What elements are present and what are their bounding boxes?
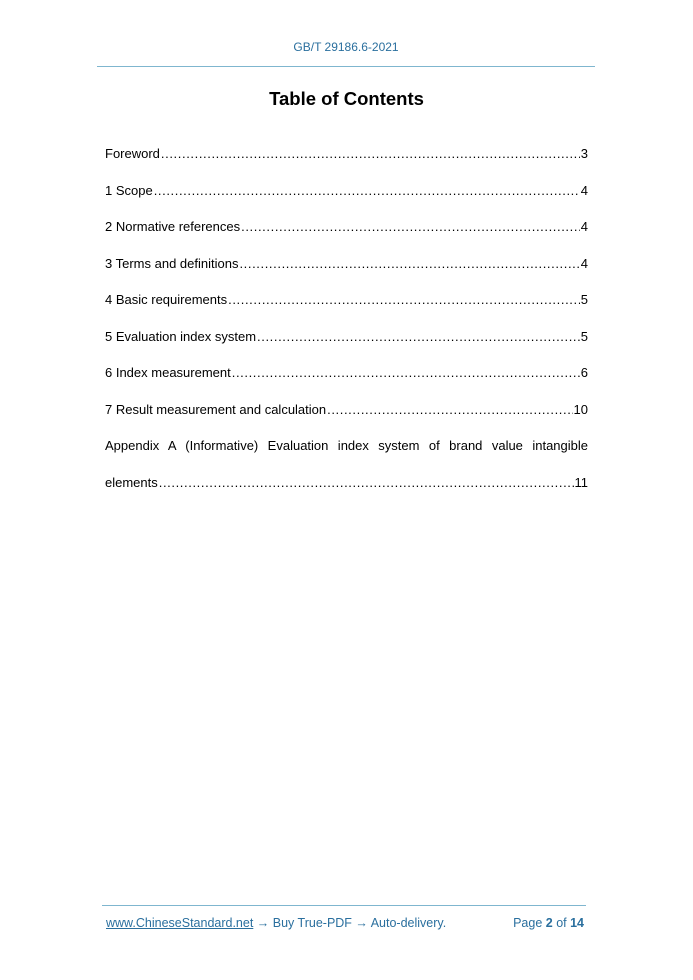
toc-entry-label: 2 Normative references <box>105 219 241 234</box>
toc-entry-page: 6 <box>580 365 588 380</box>
page-footer <box>106 916 584 930</box>
header-divider <box>97 66 595 67</box>
toc-entry-label: elements <box>105 474 158 490</box>
toc-entry-label: 1 Scope <box>105 182 153 198</box>
toc-entry-foreword[interactable] <box>105 146 588 183</box>
standard-code: GB/T 29186.6-2021 <box>293 40 399 54</box>
toc-dot-leader <box>257 329 580 344</box>
toc-entry-appendix-a-line1[interactable]: Appendix A (Informative) Evaluation index system of brand value intangible <box>105 438 588 453</box>
toc-entry-label: 4 Basic requirements <box>105 292 228 307</box>
toc-entry-page: 4 <box>580 219 588 234</box>
footer-promo <box>106 916 446 930</box>
toc-dot-leader <box>239 256 579 271</box>
toc-entry-result-measurement[interactable] <box>105 402 588 439</box>
toc-dot-leader <box>161 146 580 161</box>
website-link[interactable]: www.ChineseStandard.net <box>106 916 254 930</box>
toc-entry-page: 5 <box>580 328 588 344</box>
toc-entry-page: 11 <box>574 474 588 490</box>
toc-entry-index-measurement[interactable] <box>105 365 588 402</box>
toc-dot-leader <box>327 402 572 417</box>
toc-entry-label: 6 Index measurement <box>105 365 231 380</box>
toc-entry-page: 10 <box>573 401 588 417</box>
toc-entry-normative-references[interactable] <box>105 219 588 256</box>
toc-dot-leader <box>228 292 580 307</box>
toc-dot-leader <box>241 219 580 234</box>
toc-entry-basic-requirements[interactable] <box>105 292 588 329</box>
toc-entry-page: 4 <box>580 255 588 271</box>
running-header <box>97 40 595 54</box>
toc-entry-page: 4 <box>580 182 588 198</box>
current-page: 2 <box>545 916 553 930</box>
page-number: Page 2 of 14 <box>513 916 584 930</box>
toc-entry-evaluation-index-system[interactable] <box>105 329 588 366</box>
toc-entry-scope[interactable] <box>105 183 588 220</box>
toc-entry-label: Foreword <box>105 146 160 161</box>
toc-entry-appendix-a-line2[interactable] <box>105 475 588 512</box>
toc-entry-label: 5 Evaluation index system <box>105 328 257 344</box>
toc-dot-leader <box>159 475 574 490</box>
toc-entry-page: 3 <box>580 146 588 161</box>
toc-dot-leader <box>232 365 580 380</box>
footer-divider <box>102 905 586 906</box>
toc-entry-label: 3 Terms and definitions <box>105 255 239 271</box>
footer-promo-text: → Buy True-PDF → Auto-delivery. <box>253 916 447 930</box>
toc-dot-leader <box>154 183 580 198</box>
toc-entry-page: 5 <box>580 292 588 307</box>
toc-entry-terms-definitions[interactable] <box>105 256 588 293</box>
table-of-contents <box>105 146 588 511</box>
total-pages: 14 <box>570 916 584 930</box>
page-title: Table of Contents <box>269 88 424 109</box>
toc-entry-label: 7 Result measurement and calculation <box>105 401 327 417</box>
